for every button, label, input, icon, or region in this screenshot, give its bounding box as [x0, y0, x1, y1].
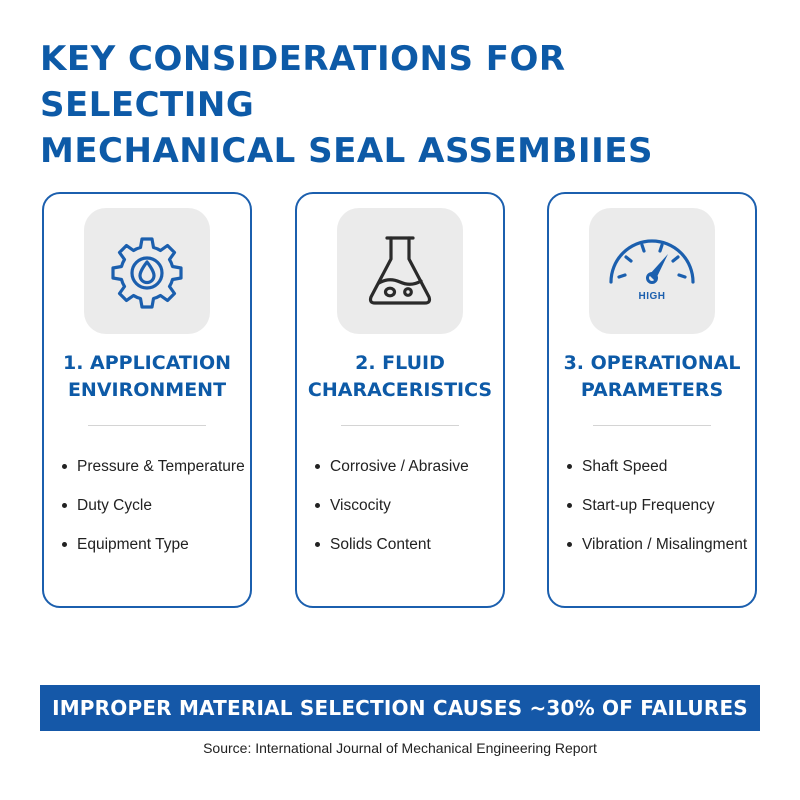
- card-title-line-2: PARAMETERS: [580, 379, 724, 401]
- list-item: [315, 456, 469, 495]
- summary-banner: IMPROPER MATERIAL SELECTION CAUSES ~30% OF FAILURES: [40, 685, 760, 731]
- list-item-text: Start-up Frequency: [582, 497, 715, 514]
- bullet-dot: [315, 464, 320, 469]
- list-item: [62, 534, 245, 573]
- list-item: [62, 495, 245, 534]
- card-title: [549, 350, 755, 404]
- gauge-icon: [604, 230, 700, 290]
- list-item: [567, 534, 747, 573]
- bullet-dot: [62, 503, 67, 508]
- divider: [88, 425, 206, 426]
- divider: [341, 425, 459, 426]
- bullet-list: [62, 456, 245, 573]
- source-citation: Source: International Journal of Mechanical Engineering Report: [203, 740, 597, 756]
- list-item-text: Pressure & Temperature: [77, 458, 245, 475]
- list-item: [315, 495, 469, 534]
- list-item-text: Vibration / Misalingment: [582, 536, 748, 553]
- card-title: [297, 350, 503, 404]
- card-title-line-1: 2. FLUID: [355, 352, 445, 374]
- list-item-text: Corrosive / Abrasive: [330, 458, 469, 475]
- bullet-list: [315, 456, 469, 573]
- card-title-line-1: 3. OPERATIONAL: [563, 352, 741, 374]
- card-operational-parameters: [547, 192, 757, 608]
- card-title: [44, 350, 250, 404]
- list-item: [62, 456, 245, 495]
- flask-icon: [365, 233, 435, 309]
- bullet-dot: [315, 542, 320, 547]
- title-line-2: MECHANICAL SEAL ASSEMBIIES: [40, 131, 653, 171]
- card-title-line-1: 1. APPLICATION: [62, 352, 232, 374]
- card-title-line-2: ENVIRONMENT: [67, 379, 227, 401]
- bullet-list: [567, 456, 747, 573]
- title-line-1: KEY CONSIDERATIONS FOR SELECTING: [40, 39, 566, 125]
- bullet-dot: [567, 542, 572, 547]
- list-item: [567, 456, 747, 495]
- list-item: [315, 534, 469, 573]
- list-item-text: Duty Cycle: [77, 497, 152, 514]
- bullet-dot: [62, 464, 67, 469]
- bullet-dot: [567, 503, 572, 508]
- list-item-text: Solids Content: [330, 536, 431, 553]
- card-application-environment: [42, 192, 252, 608]
- bullet-dot: [567, 464, 572, 469]
- bullet-dot: [315, 503, 320, 508]
- list-item-text: Shaft Speed: [582, 458, 668, 475]
- list-item-text: Equipment Type: [77, 536, 189, 553]
- divider: [593, 425, 711, 426]
- page-title: [40, 36, 780, 174]
- gauge-high-label: HIGH: [638, 291, 666, 302]
- icon-tile: [84, 208, 210, 334]
- gear-droplet-icon: [109, 233, 185, 309]
- card-title-line-2: CHARACERISTICS: [307, 379, 493, 401]
- list-item: [567, 495, 747, 534]
- card-fluid-characteristics: [295, 192, 505, 608]
- list-item-text: Viscocity: [330, 497, 391, 514]
- icon-tile: [589, 208, 715, 334]
- bullet-dot: [62, 542, 67, 547]
- icon-tile: [337, 208, 463, 334]
